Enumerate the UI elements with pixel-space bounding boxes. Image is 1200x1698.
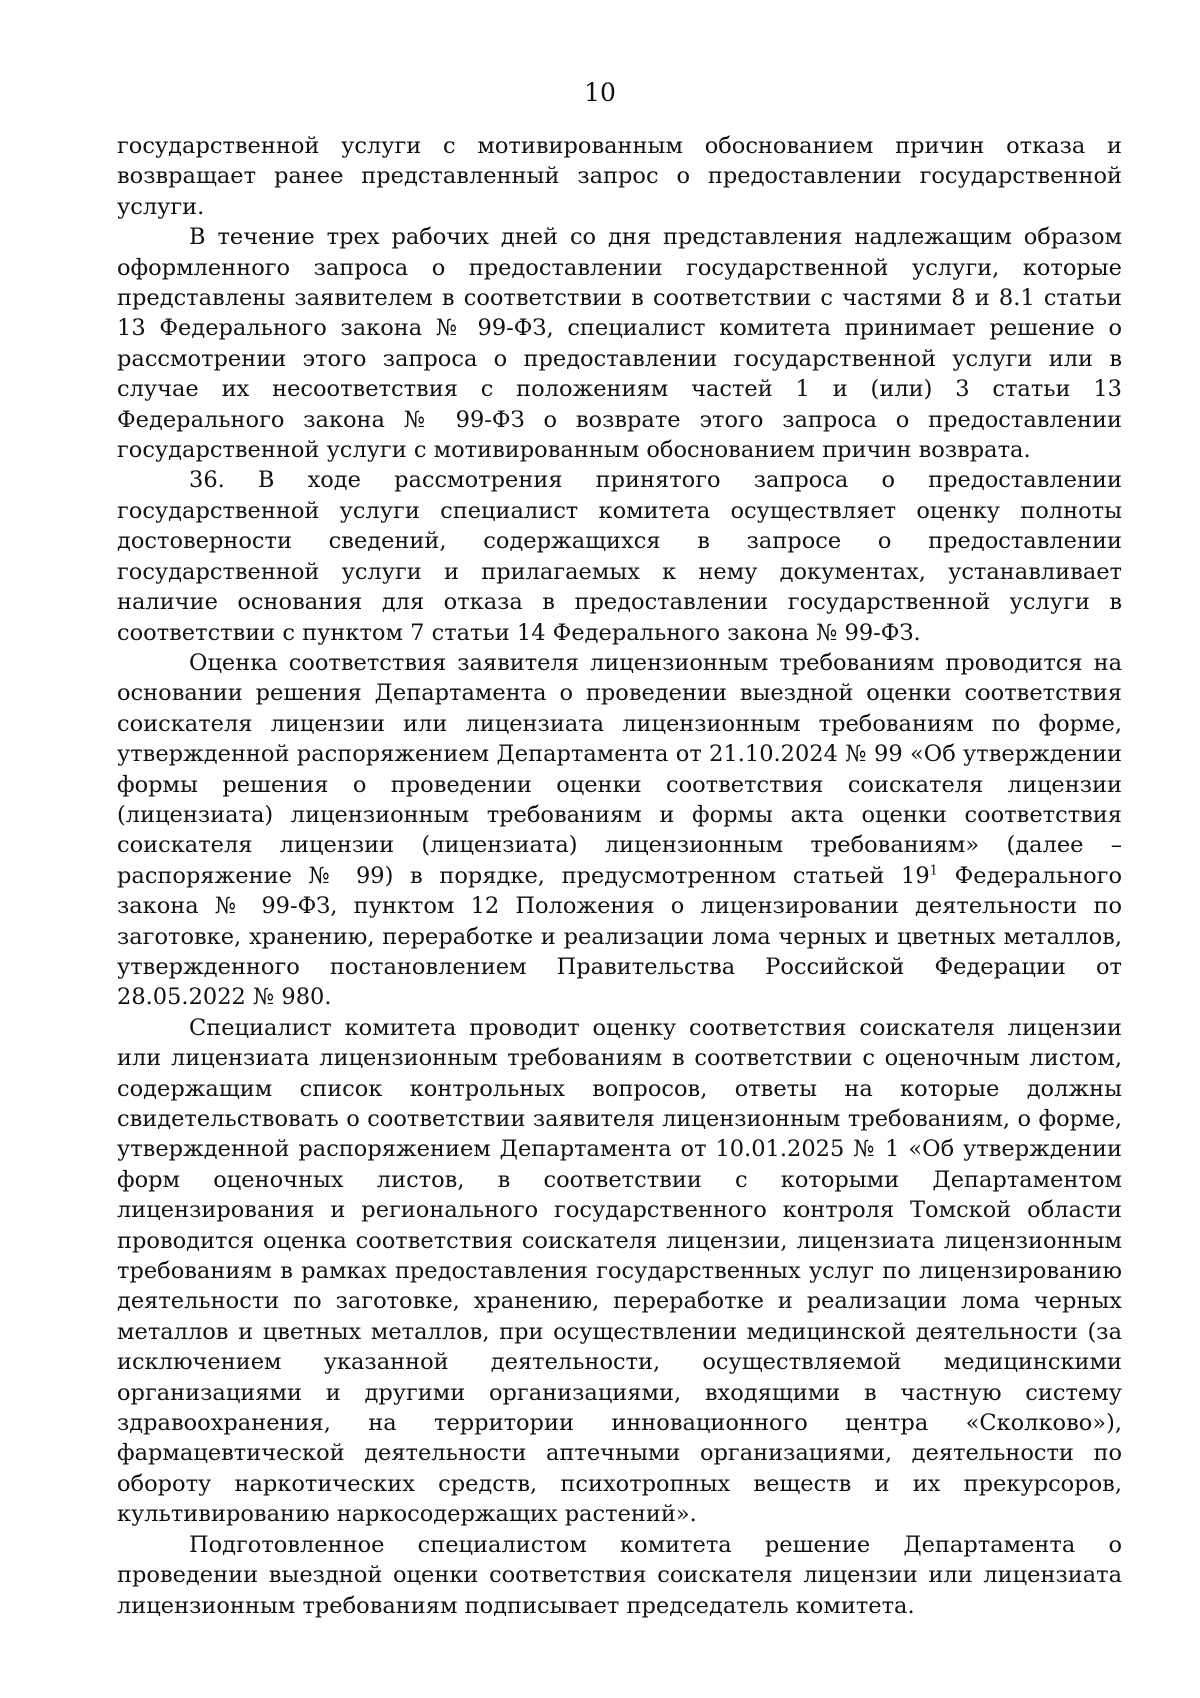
paragraph-review-deadline: В течение трех рабочих дней со дня представления надлежащим образом оформленного запроса о предоставлении государственной услуги, которые представлены заявителем в соответствии в соответствии с частями 8 и 8.1 статьи 13 Федерального закона № 99-ФЗ, специалист комитета принимает решение о рассмотрении этого запроса о предоставлении государственной услуги или в случае их несоответствия с положениям частей 1 и (или) 3 статьи 13 Федерального закона № 99-ФЗ о возврате этого запроса о предоставлении государственной услуги с мотивированным обоснованием причин возврата. [117,224,1122,464]
document-body [117,131,1122,1621]
paragraph-decision-signing: Подготовленное специалистом комитета решение Департамента о проведении выездной оценки соответствия соискателя лицензии или лицензиата лицензионным требованиям подписывает председатель комитета. [117,1531,1122,1619]
paragraph-36: 36. В ходе рассмотрения принятого запроса о предоставлении государственной услуги специалист комитета осуществляет оценку полноты достоверности сведений, содержащихся в запросе о предоставлении государственной услуги и прилагаемых к нему документах, устанавливает наличие основания для отказа в предоставлении государственной услуги в соответствии с пунктом 7 статьи 14 Федерального закона № 99-ФЗ. [117,467,1122,646]
page-number: 10 [584,78,616,107]
paragraph-assessment-basis-text-1: Оценка соответствия заявителя лицензионным требованиям проводится на основании решения Департамента о проведении выездной оценки соответствия соискателя лицензии или лицензиата лицензионным требованиям по форме, утвержденной распоряжением Департамента от 21.10.2024 № 99 «Об утверждении формы решения о проведении оценки соответствия соискателя лицензии (лицензиата) лицензионным требованиям и формы акта оценки соответствия соискателя лицензии (лицензиата) лицензионным требованиям» (далее – распоряжение № 99) в порядке, предусмотренном статьей 19 [117,649,1122,889]
paragraph-assessment-basis-text-2: Федерального закона № 99-ФЗ, пунктом 12 Положения о лицензировании деятельности по заготовке, хранению, переработке и реализации лома черных и цветных металлов, утвержденного постановлением Правительства Российской Федерации от 28.05.2022 № 980. [117,862,1122,1011]
paragraph-evaluation-sheet: Специалист комитета проводит оценку соответствия соискателя лицензии или лицензиата лицензионным требованиям в соответствии с оценочным листом, содержащим список контрольных вопросов, ответы на которые должны свидетельствовать о соответствии заявителя лицензионным требованиям, о форме, утвержденной распоряжением Департамента от 10.01.2025 № 1 «Об утверждении форм оценочных листов, в соответствии с которыми Департаментом лицензирования и регионального государственного контроля Томской области проводится оценка соответствия соискателя лицензии, лицензиата лицензионным требованиям в рамках предоставления государственных услуг по лицензированию деятельности по заготовке, хранению, переработке и реализации лома черных металлов и цветных металлов, при осуществлении медицинской деятельности (за исключением указанной деятельности, осуществляемой медицинскими организациями и другими организациями, входящими в частную систему здравоохранения, на территории инновационного центра «Сколково»), фармацевтической деятельности аптечными организациями, деятельности по обороту наркотических средств, психотропных веществ и их прекурсоров, культивированию наркосодержащих растений». [117,1014,1122,1528]
superscript-article-number: 1 [929,863,938,879]
paragraph-assessment-basis [117,648,1122,1013]
paragraph-continuation: государственной услуги с мотивированным обоснованием причин отказа и возвращает ранее представленный запрос о предоставлении государственной услуги. [117,133,1122,220]
